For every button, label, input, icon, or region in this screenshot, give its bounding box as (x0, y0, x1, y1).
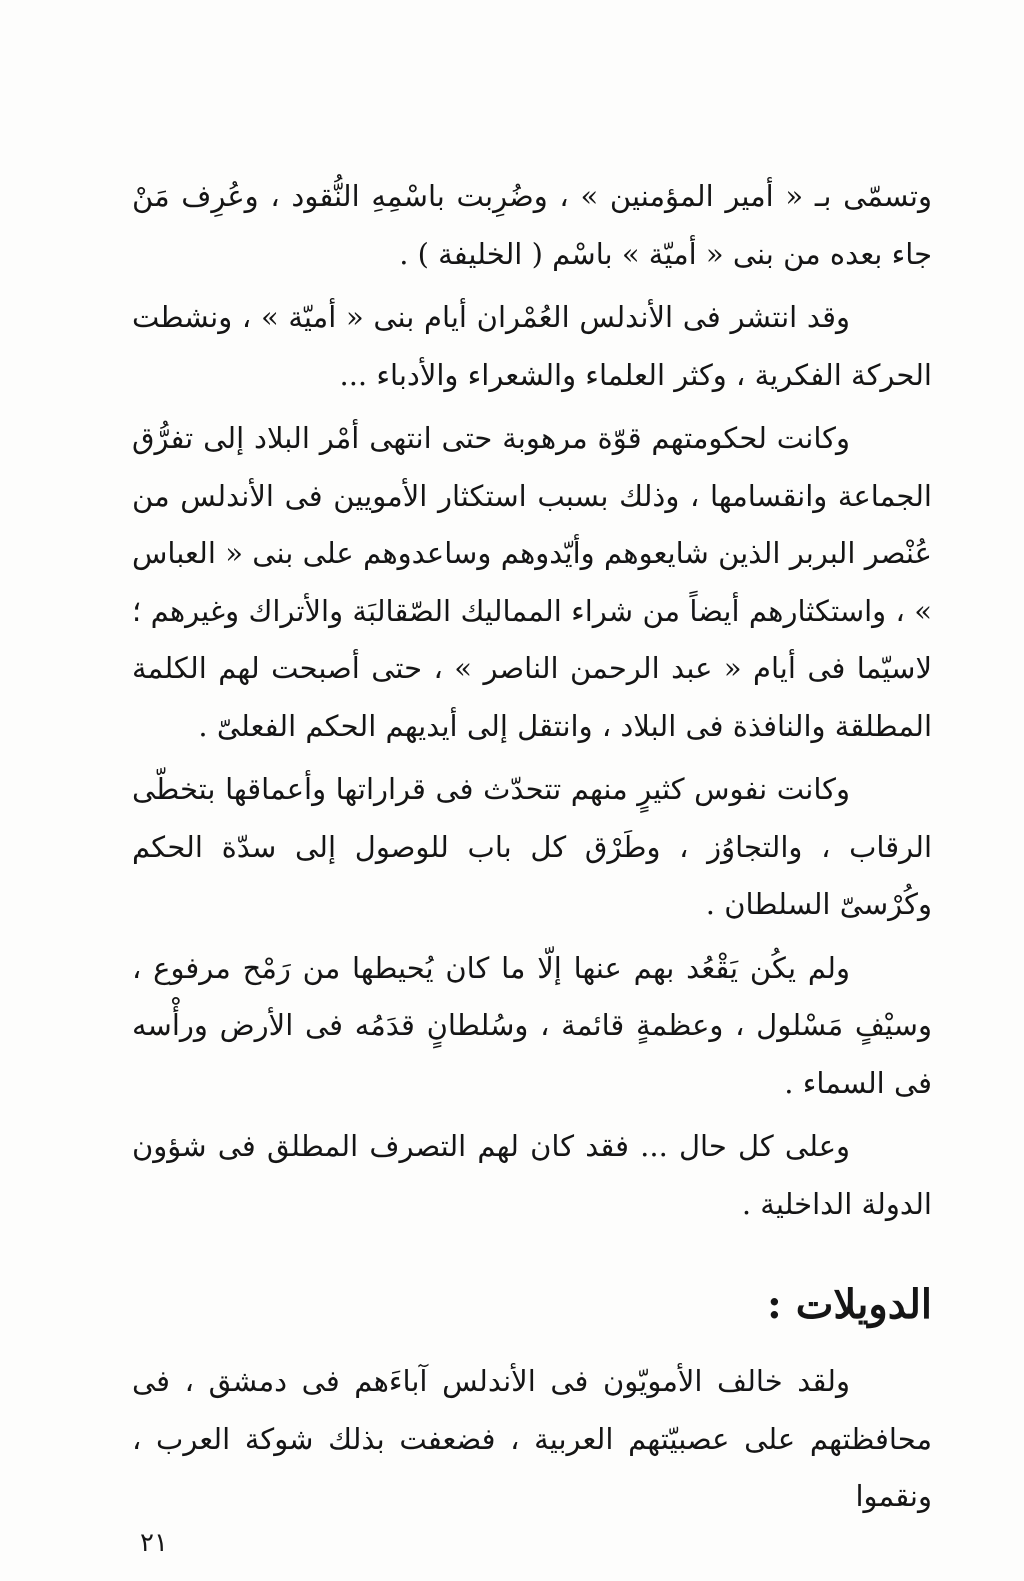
paragraph: وقد انتشر فى الأندلس العُمْران أيام بنى « أميّة » ، ونشطت الحركة الفكرية ، وكثر العلماء والشعراء والأدباء ... (132, 300, 932, 392)
page-body (132, 168, 932, 1532)
page-number: ٢١ (140, 1528, 168, 1558)
section-heading: الدويلات : (767, 1281, 932, 1328)
paragraph: ولم يكُن يَقْعُد بهم عنها إلّا ما كان يُحيطها من رَمْح مرفوع ، وسيْفٍ مَسْلول ، وعظمةٍ قائمة ، وسُلطانٍ قدَمُه فى الأرض ورأْسه فى السماء . (132, 950, 932, 1100)
paragraph: وكانت لحكومتهم قوّة مرهوبة حتى انتهى أمْر البلاد إلى تفرُّق الجماعة وانقسامها ، وذلك بسبب استكثار الأمويين فى الأندلس من عُنْصر البربر الذين شايعوهم وأيّدوهم وساعدوهم على بنى « العباس » ، واستكثارهم أيضاً من شراء المماليك الصّقالبَة والأتراك وغيرهم ؛ لاسيّما فى أيام « عبد الرحمن الناصر » ، حتى أصبحت لهم الكلمة المطلقة والنافذة فى البلاد ، وانتقل إلى أيديهم الحكم الفعلىّ . (132, 421, 932, 743)
paragraph: وعلى كل حال ... فقد كان لهم التصرف المطلق فى شؤون الدولة الداخلية . (132, 1129, 932, 1221)
paragraph: ولقد خالف الأمويّون فى الأندلس آباءَهم فى دمشق ، فى محافظتهم على عصبيّتهم العربية ، فضعفت بذلك شوكة العرب ، ونقموا (132, 1364, 932, 1513)
paragraph: وكانت نفوس كثيرٍ منهم تتحدّث فى قراراتها وأعماقها بتخطّى الرقاب ، والتجاوُز ، وطَرْق كل باب للوصول إلى سدّة الحكم وكُرْسىّ السلطان . (132, 772, 932, 921)
paragraph: وتسمّى بـ « أمير المؤمنين » ، وضُرِبت باسْمِهِ النُّقود ، وعُرِف مَنْ جاء بعده من بنى « أميّة » باسْم ( الخليفة ) . (132, 179, 932, 271)
